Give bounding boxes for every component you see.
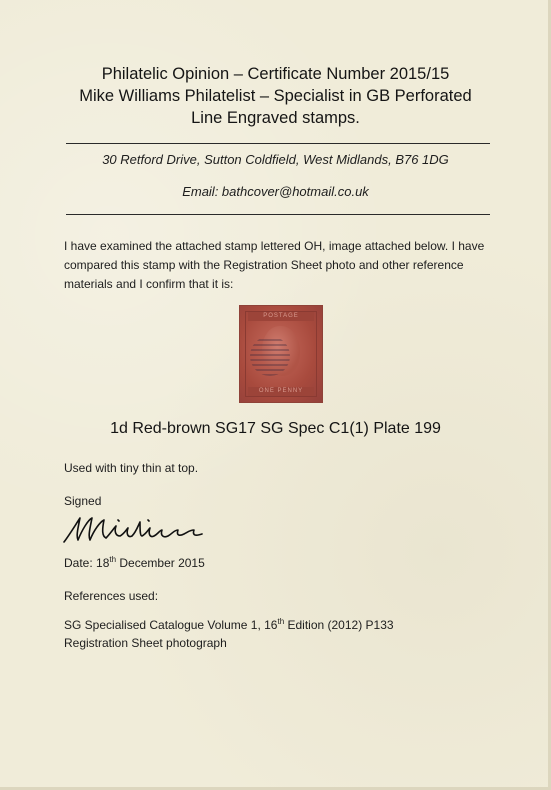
stamp-image	[240, 306, 322, 402]
cancellation-mark	[250, 336, 290, 376]
certificate-date	[64, 556, 205, 570]
date-prefix: Date: 18	[64, 556, 110, 570]
stamp-bottom-band: ONE PENNY	[248, 387, 314, 396]
certificate-title-line-1: Philatelic Opinion – Certificate Number 2015/15	[101, 65, 450, 83]
reference-catalogue	[64, 618, 394, 632]
date-ordinal: th	[109, 555, 117, 564]
stamp-identification: 1d Red-brown SG17 SG Spec C1(1) Plate 199	[110, 420, 441, 437]
reference-registration-sheet: Registration Sheet photograph	[64, 636, 227, 650]
condition-note: Used with tiny thin at top.	[64, 461, 199, 475]
reference-catalogue-prefix: SG Specialised Catalogue Volume 1, 16	[64, 618, 278, 632]
reference-catalogue-suffix: Edition (2012) P133	[284, 618, 394, 632]
handwritten-signature	[62, 508, 212, 548]
certificate-title-line-2: Mike Williams Philatelist – Specialist in GB Perforated	[79, 87, 472, 105]
references-label: References used:	[64, 589, 159, 603]
top-divider	[66, 143, 490, 144]
stamp-top-band: POSTAGE	[248, 312, 314, 321]
certificate-title-line-3: Line Engraved stamps.	[191, 109, 360, 127]
examination-statement: I have examined the attached stamp lettered OH, image attached below. I have compared this stamp with the Registration Sheet photo and other reference materials and I confirm that it is:	[64, 239, 485, 291]
bottom-divider	[66, 214, 490, 215]
reference-edition-ordinal: th	[277, 617, 285, 626]
signed-label: Signed	[64, 494, 102, 508]
date-suffix: December 2015	[116, 556, 205, 570]
email-line: Email: bathcover@hotmail.co.uk	[182, 184, 369, 199]
address-line: 30 Retford Drive, Sutton Coldfield, West Midlands, B76 1DG	[102, 152, 449, 167]
